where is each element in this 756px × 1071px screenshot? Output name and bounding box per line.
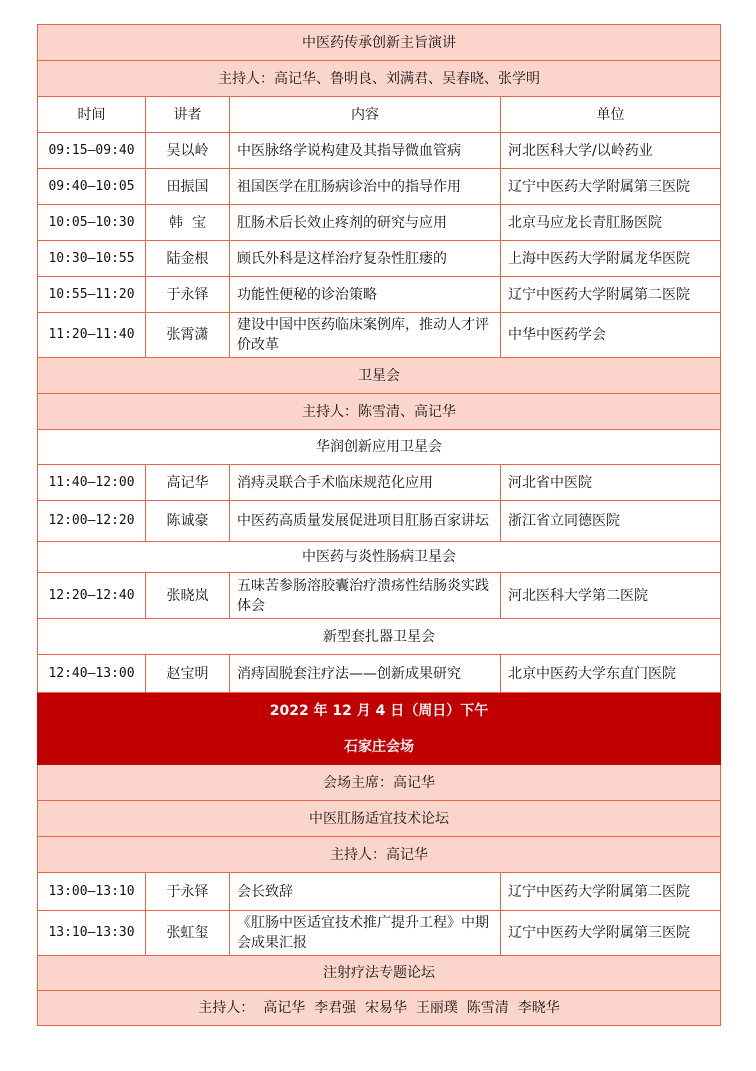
forum-host: 主持人：高记华 (38, 837, 721, 873)
row-content: 建设中国中医药临床案例库，推动人才评价改革 (230, 313, 501, 358)
row-speaker: 赵宝明 (146, 655, 230, 693)
table-row (38, 873, 721, 911)
row-content: 《肛肠中医适宜技术推广提升工程》中期会成果汇报 (230, 911, 501, 956)
row-speaker: 于永铎 (146, 277, 230, 313)
row-time: 09:40—10:05 (38, 169, 146, 205)
row-unit: 浙江省立同德医院 (501, 501, 721, 542)
row-unit: 上海中医药大学附属龙华医院 (501, 241, 721, 277)
row-speaker: 吴以岭 (146, 133, 230, 169)
subsession-title: 中医药与炎性肠病卫星会 (38, 542, 721, 573)
session-title-keynote: 中医药传承创新主旨演讲 (38, 25, 721, 61)
header-speaker: 讲者 (146, 97, 230, 133)
row-time: 11:20—11:40 (38, 313, 146, 358)
column-header-row (38, 97, 721, 133)
row-unit: 北京中医药大学东直门医院 (501, 655, 721, 693)
table-row (38, 241, 721, 277)
table-row (38, 277, 721, 313)
row-speaker: 陈诚豪 (146, 501, 230, 542)
row-unit: 北京马应龙长青肛肠医院 (501, 205, 721, 241)
row-content: 会长致辞 (230, 873, 501, 911)
row-speaker: 高记华 (146, 465, 230, 501)
table-row (38, 169, 721, 205)
row-time: 10:55—11:20 (38, 277, 146, 313)
venue-banner: 石家庄会场 (38, 729, 721, 765)
row-time: 12:20—12:40 (38, 573, 146, 619)
row-content: 中医脉络学说构建及其指导微血管病 (230, 133, 501, 169)
row-speaker: 张虹玺 (146, 911, 230, 956)
row-content: 祖国医学在肛肠病诊治中的指导作用 (230, 169, 501, 205)
table-row (38, 573, 721, 619)
forum-title: 注射疗法专题论坛 (38, 956, 721, 991)
date-banner: 2022 年 12 月 4 日（周日）下午 (38, 693, 721, 729)
table-row (38, 133, 721, 169)
schedule-table (37, 24, 721, 1026)
session-host: 主持人：高记华、鲁明良、刘满君、吴春晓、张学明 (38, 61, 721, 97)
row-speaker: 田振国 (146, 169, 230, 205)
subsession-title: 华润创新应用卫星会 (38, 430, 721, 465)
row-unit: 辽宁中医药大学附属第三医院 (501, 169, 721, 205)
forum-host: 主持人： 高记华 李君强 宋易华 王丽璞 陈雪清 李晓华 (38, 991, 721, 1026)
table-row (38, 465, 721, 501)
venue-chair: 会场主席：高记华 (38, 765, 721, 801)
table-row (38, 205, 721, 241)
row-content: 五味苦参肠溶胶囊治疗溃疡性结肠炎实践体会 (230, 573, 501, 619)
header-time: 时间 (38, 97, 146, 133)
header-content: 内容 (230, 97, 501, 133)
table-row (38, 655, 721, 693)
row-content: 顾氏外科是这样治疗复杂性肛瘘的 (230, 241, 501, 277)
row-content: 中医药高质量发展促进项目肛肠百家讲坛 (230, 501, 501, 542)
row-time: 11:40—12:00 (38, 465, 146, 501)
row-speaker: 张霄潇 (146, 313, 230, 358)
forum-title: 中医肛肠适宜技术论坛 (38, 801, 721, 837)
row-unit: 河北医科大学/以岭药业 (501, 133, 721, 169)
table-row (38, 911, 721, 956)
row-speaker: 陆金根 (146, 241, 230, 277)
row-content: 功能性便秘的诊治策略 (230, 277, 501, 313)
subsession-title: 新型套扎器卫星会 (38, 619, 721, 655)
row-speaker: 张晓岚 (146, 573, 230, 619)
row-speaker: 韩 宝 (146, 205, 230, 241)
row-time: 13:10—13:30 (38, 911, 146, 956)
row-unit: 辽宁中医药大学附属第三医院 (501, 911, 721, 956)
row-time: 10:30—10:55 (38, 241, 146, 277)
row-content: 消痔灵联合手术临床规范化应用 (230, 465, 501, 501)
row-time: 10:05—10:30 (38, 205, 146, 241)
row-time: 12:00—12:20 (38, 501, 146, 542)
row-time: 12:40—13:00 (38, 655, 146, 693)
row-content: 肛肠术后长效止疼剂的研究与应用 (230, 205, 501, 241)
row-unit: 河北医科大学第二医院 (501, 573, 721, 619)
row-unit: 中华中医药学会 (501, 313, 721, 358)
table-row (38, 501, 721, 542)
row-content: 消痔固脱套注疗法——创新成果研究 (230, 655, 501, 693)
row-speaker: 于永铎 (146, 873, 230, 911)
row-time: 09:15—09:40 (38, 133, 146, 169)
session-title-satellite: 卫星会 (38, 358, 721, 394)
row-unit: 辽宁中医药大学附属第二医院 (501, 873, 721, 911)
row-unit: 河北省中医院 (501, 465, 721, 501)
session-host: 主持人：陈雪清、高记华 (38, 394, 721, 430)
row-unit: 辽宁中医药大学附属第二医院 (501, 277, 721, 313)
header-unit: 单位 (501, 97, 721, 133)
row-time: 13:00—13:10 (38, 873, 146, 911)
table-row (38, 313, 721, 358)
